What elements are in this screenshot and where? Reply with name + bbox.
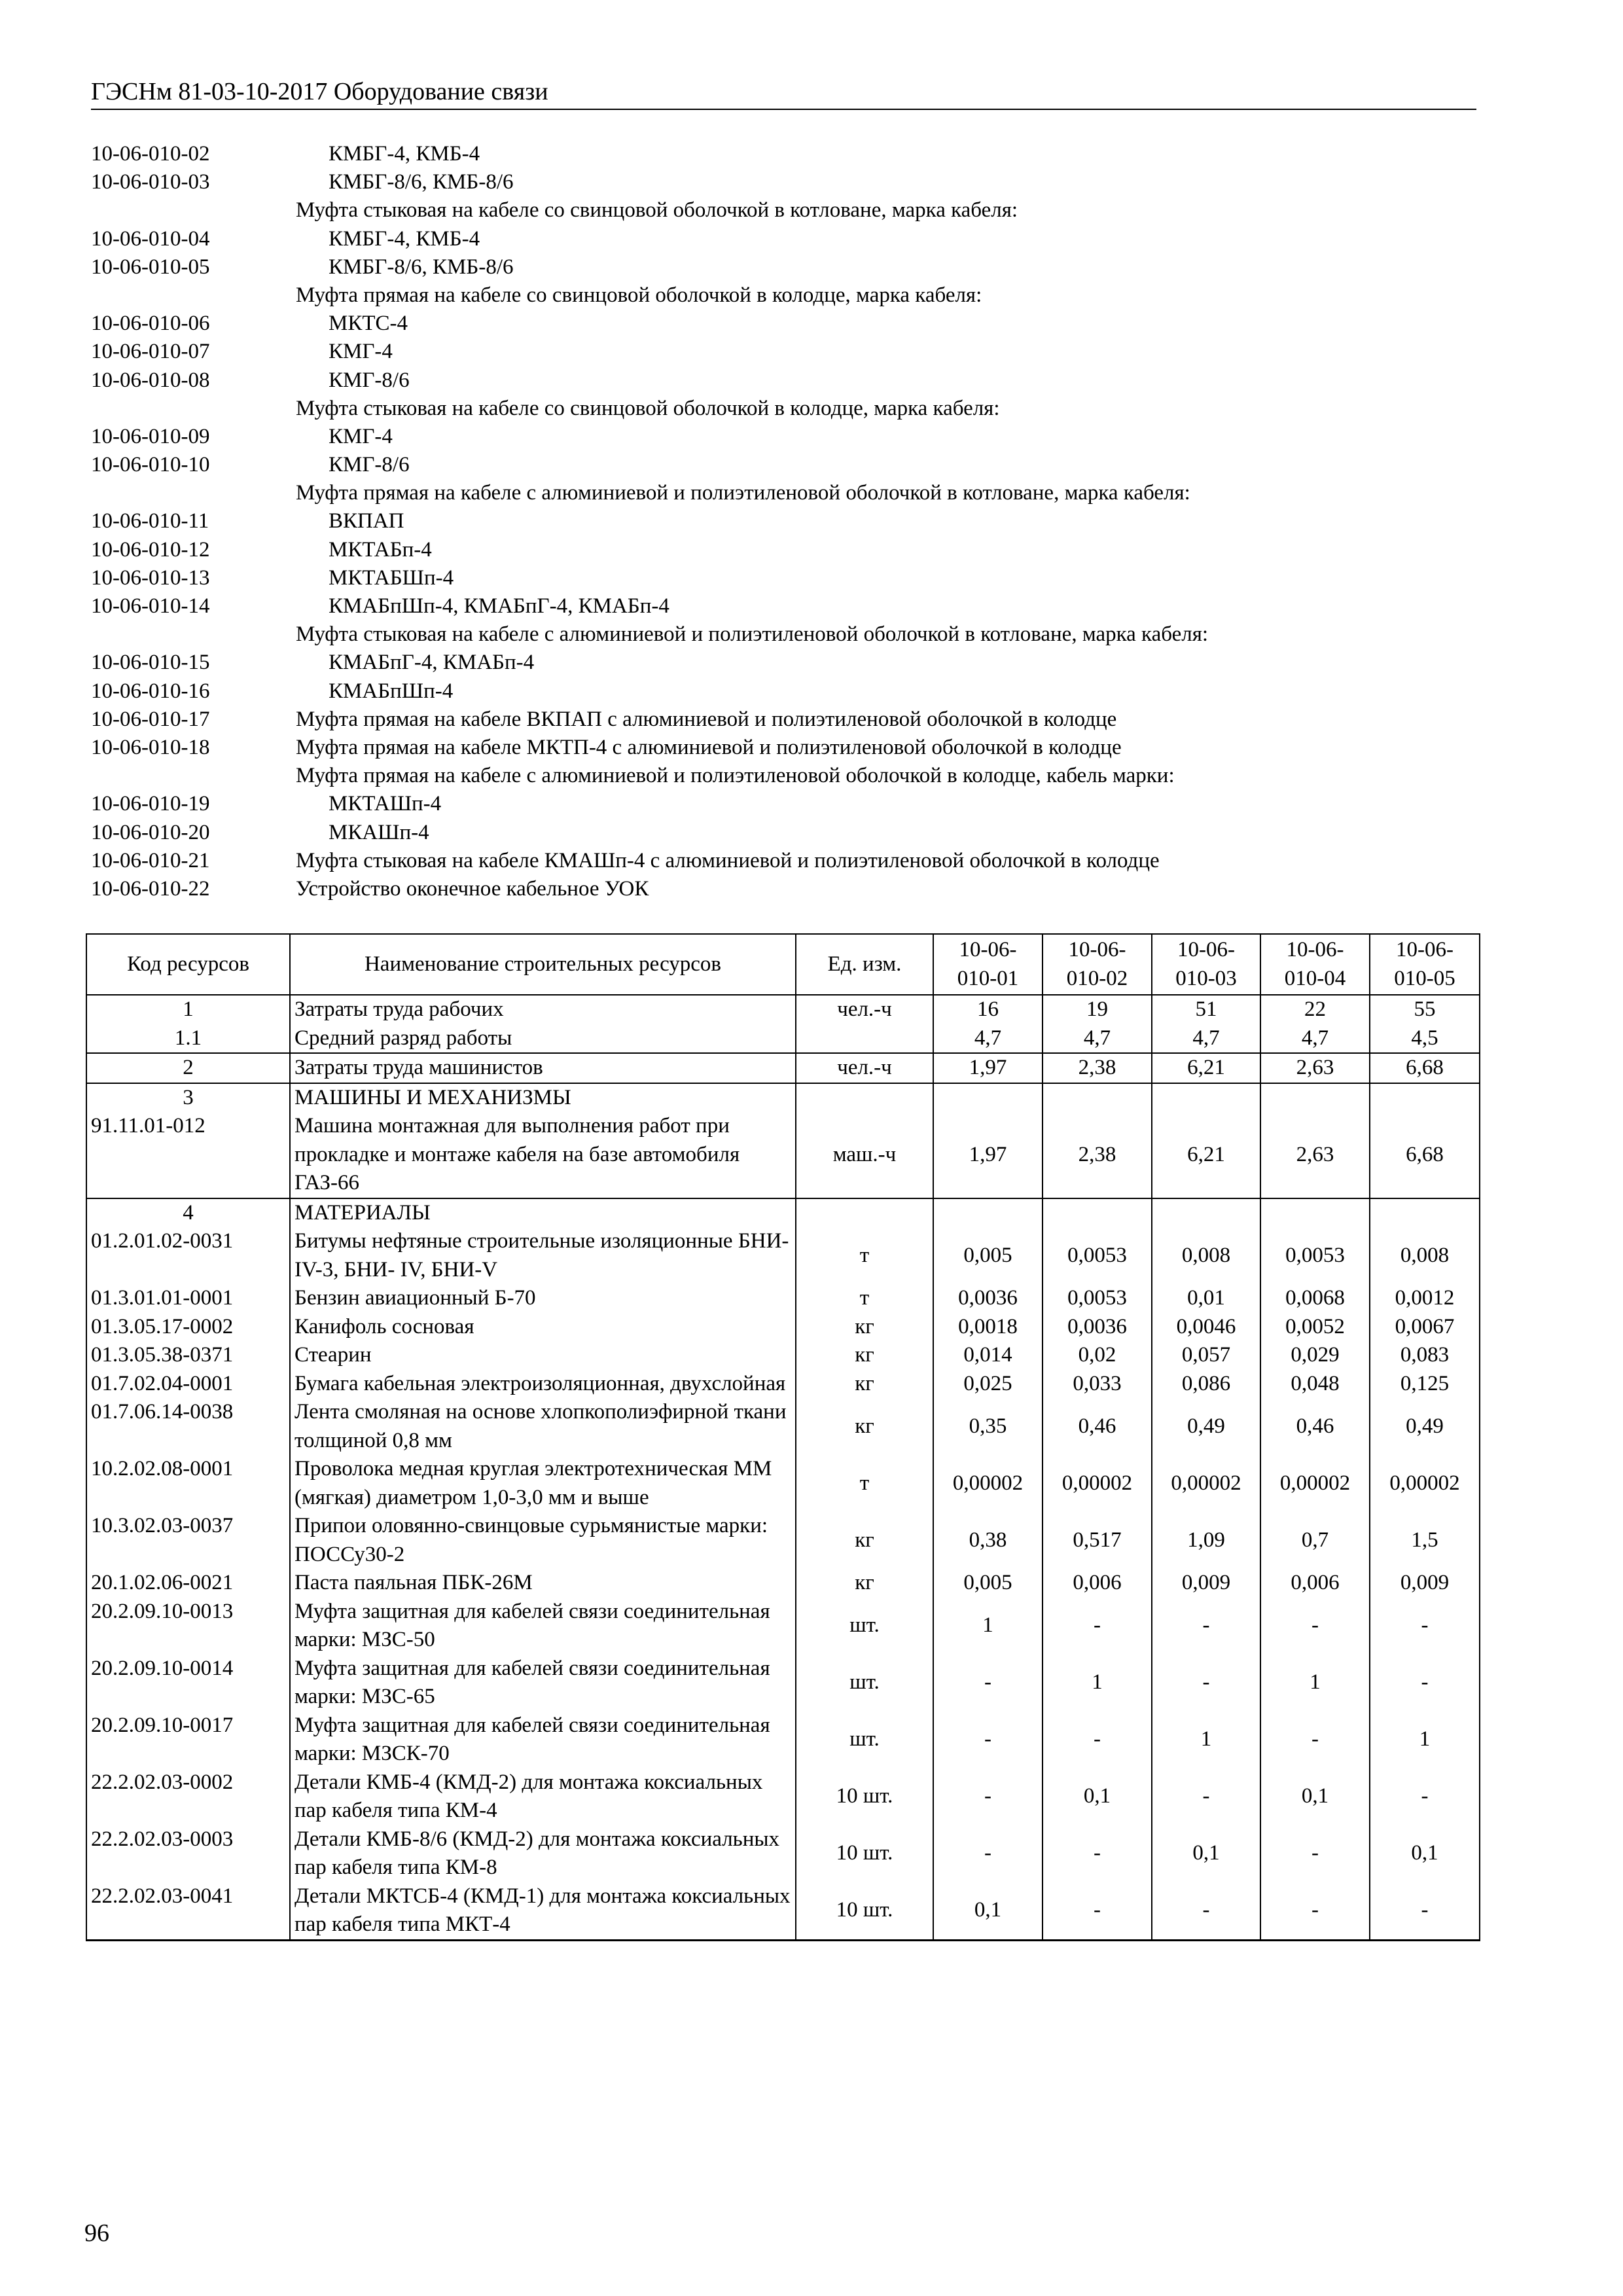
header-code: Код ресурсов (86, 934, 290, 995)
list-item-code: 10-06-010-06 (91, 312, 210, 336)
list-item (91, 479, 1498, 507)
list-item (91, 225, 1498, 253)
table-row (86, 1455, 1480, 1512)
page-header (91, 77, 1476, 110)
list-item-text: КМГ-8/6 (329, 368, 410, 392)
list-item (91, 168, 1498, 196)
cell-value (933, 1083, 1043, 1113)
header-col-5: 10-06- 010-05 (1370, 934, 1480, 995)
list-item-code: 10-06-010-12 (91, 537, 210, 562)
cell-value: - (1370, 1768, 1480, 1825)
cell-value: 0,49 (1152, 1398, 1260, 1455)
cell-code: 22.2.02.03-0003 (86, 1825, 290, 1882)
cell-value: 0,1 (1370, 1825, 1480, 1882)
cell-value: 0,0053 (1260, 1227, 1370, 1284)
list-item (91, 620, 1498, 649)
cell-value: - (1260, 1598, 1370, 1655)
cell-code: 1 (86, 995, 290, 1024)
cell-unit: кг (796, 1512, 933, 1569)
list-item-text: Муфта прямая на кабеле с алюминиевой и полиэтиленовой оболочкой в котловане, марка кабеля: (296, 481, 1190, 505)
cell-unit: кг (796, 1341, 933, 1370)
list-item (91, 196, 1498, 224)
cell-code: 3 (86, 1083, 290, 1113)
list-item (91, 395, 1498, 423)
cell-value (1370, 1198, 1480, 1228)
list-item (91, 706, 1498, 734)
cell-name: Битумы нефтяные строительные изоляционные БНИ-IV-3, БНИ- IV, БНИ-V (290, 1227, 796, 1284)
cell-value: 6,21 (1152, 1053, 1260, 1083)
cell-unit: чел.-ч (796, 995, 933, 1024)
cell-value: 22 (1260, 995, 1370, 1024)
cell-value: 2,63 (1260, 1053, 1370, 1083)
list-item (91, 677, 1498, 706)
list-item-code: 10-06-010-20 (91, 820, 210, 844)
cell-unit (796, 1083, 933, 1113)
cell-value: 0,005 (933, 1227, 1043, 1284)
cell-name: Муфта защитная для кабелей связи соединительная марки: МЗС-65 (290, 1655, 796, 1712)
document-title: ГЭСНм 81-03-10-2017 Оборудование связи (91, 78, 548, 105)
list-item-code: 10-06-010-15 (91, 651, 210, 675)
table-row (86, 1512, 1480, 1569)
cell-name: Затраты труда машинистов (290, 1053, 796, 1083)
list-item-text: ВКПАП (329, 509, 404, 533)
list-item-code: 10-06-010-11 (91, 509, 209, 533)
cell-value: - (1370, 1655, 1480, 1712)
cell-name: Машина монтажная для выполнения работ при прокладке и монтаже кабеля на базе автомобиля ГАЗ-66 (290, 1112, 796, 1198)
list-item (91, 310, 1498, 338)
header-col-1: 10-06- 010-01 (933, 934, 1043, 995)
cell-code: 10.3.02.03-0037 (86, 1512, 290, 1569)
cell-code: 22.2.02.03-0002 (86, 1768, 290, 1825)
cell-unit: кг (796, 1313, 933, 1342)
list-item (91, 507, 1498, 535)
cell-value: 0,38 (933, 1512, 1043, 1569)
cell-unit (796, 1024, 933, 1054)
list-item-code: 10-06-010-14 (91, 594, 210, 618)
cell-value: 0,005 (933, 1569, 1043, 1598)
cell-value: - (1370, 1882, 1480, 1941)
list-item (91, 790, 1498, 818)
header-name: Наименование строительных ресурсов (290, 934, 796, 995)
cell-value: 0,0053 (1043, 1284, 1152, 1313)
cell-value: 0,009 (1152, 1569, 1260, 1598)
list-item-text: КМБГ-8/6, КМБ-8/6 (329, 255, 514, 279)
table-row (86, 1313, 1480, 1342)
cell-value: - (1043, 1882, 1152, 1941)
cell-value: - (1260, 1712, 1370, 1768)
cell-code: 01.3.05.17-0002 (86, 1313, 290, 1342)
cell-value (1043, 1198, 1152, 1228)
cell-code: 22.2.02.03-0041 (86, 1882, 290, 1941)
cell-value: 0,35 (933, 1398, 1043, 1455)
cell-value: 1,5 (1370, 1512, 1480, 1569)
cell-value: - (1043, 1712, 1152, 1768)
cell-value: 0,009 (1370, 1569, 1480, 1598)
cell-value: 0,0012 (1370, 1284, 1480, 1313)
list-item-code: 10-06-010-13 (91, 565, 210, 590)
list-item-text: КМБГ-4, КМБ-4 (329, 142, 480, 166)
cell-name: Паста паяльная ПБК-26М (290, 1569, 796, 1598)
cell-value: - (1260, 1825, 1370, 1882)
resources-table (86, 933, 1480, 1941)
cell-value: 1,97 (933, 1112, 1043, 1198)
cell-code: 2 (86, 1053, 290, 1083)
list-item-code: 10-06-010-10 (91, 453, 210, 477)
list-item-text: КМГ-4 (329, 340, 393, 364)
list-item-code: 10-06-010-08 (91, 368, 210, 392)
cell-value: - (1152, 1882, 1260, 1941)
cell-value: 0,0046 (1152, 1313, 1260, 1342)
cell-code: 1.1 (86, 1024, 290, 1054)
cell-value: 1 (1260, 1655, 1370, 1712)
cell-value: 2,38 (1043, 1053, 1152, 1083)
list-item-text: Муфта прямая на кабеле МКТП-4 с алюминиевой и полиэтиленовой оболочкой в колодце (296, 735, 1122, 759)
cell-name: Стеарин (290, 1341, 796, 1370)
list-item (91, 451, 1498, 479)
table-body (86, 995, 1480, 1940)
cell-unit: кг (796, 1370, 933, 1399)
cell-unit: 10 шт. (796, 1825, 933, 1882)
cell-value: 0,00002 (1260, 1455, 1370, 1512)
list-item-text: КМБГ-4, КМБ-4 (329, 226, 480, 251)
cell-value: 0,02 (1043, 1341, 1152, 1370)
table-row (86, 1370, 1480, 1399)
list-item-text: КМБГ-8/6, КМБ-8/6 (329, 170, 514, 194)
list-item-text: МКТАБп-4 (329, 537, 432, 562)
cell-value (1260, 1198, 1370, 1228)
list-item (91, 564, 1498, 592)
table-row (86, 995, 1480, 1024)
cell-code: 01.3.01.01-0001 (86, 1284, 290, 1313)
cell-unit: кг (796, 1398, 933, 1455)
cell-name: Муфта защитная для кабелей связи соединительная марки: МЗСК-70 (290, 1712, 796, 1768)
cell-name: Припои оловянно-свинцовые сурьмянистые марки: ПОССу30-2 (290, 1512, 796, 1569)
table-header-row (86, 934, 1480, 995)
cell-value: 0,00002 (1043, 1455, 1152, 1512)
cell-value (1043, 1083, 1152, 1113)
list-item-code: 10-06-010-03 (91, 170, 210, 194)
cell-value: 55 (1370, 995, 1480, 1024)
cell-code: 01.7.06.14-0038 (86, 1398, 290, 1455)
cell-value: 1,09 (1152, 1512, 1260, 1569)
cell-value: 51 (1152, 995, 1260, 1024)
header-col-3: 10-06- 010-03 (1152, 934, 1260, 995)
list-item-code: 10-06-010-21 (91, 848, 210, 872)
cell-unit: шт. (796, 1712, 933, 1768)
table-row (86, 1825, 1480, 1882)
cell-value: 0,008 (1370, 1227, 1480, 1284)
list-item-text: Муфта стыковая на кабеле со свинцовой оболочкой в котловане, марка кабеля: (296, 198, 1018, 223)
cell-unit: маш.-ч (796, 1112, 933, 1198)
cell-value: 4,7 (933, 1024, 1043, 1054)
cell-code: 91.11.01-012 (86, 1112, 290, 1198)
cell-value: 0,025 (933, 1370, 1043, 1399)
list-item-text: КМАБпГ-4, КМАБп-4 (329, 651, 535, 675)
cell-name: МАТЕРИАЛЫ (290, 1198, 796, 1228)
cell-value: 6,21 (1152, 1112, 1260, 1198)
list-item-code: 10-06-010-17 (91, 707, 210, 731)
cell-unit (796, 1198, 933, 1228)
list-item (91, 253, 1498, 281)
cell-name: Муфта защитная для кабелей связи соединительная марки: МЗС-50 (290, 1598, 796, 1655)
cell-value: 0,033 (1043, 1370, 1152, 1399)
cell-value: 2,38 (1043, 1112, 1152, 1198)
cell-value: 0,086 (1152, 1370, 1260, 1399)
cell-value: 0,0068 (1260, 1284, 1370, 1313)
cell-value: 1 (1043, 1655, 1152, 1712)
cell-value: - (1043, 1598, 1152, 1655)
cell-value: 4,5 (1370, 1024, 1480, 1054)
list-item (91, 423, 1498, 451)
cell-code: 01.3.05.38-0371 (86, 1341, 290, 1370)
list-item-text: Муфта прямая на кабеле с алюминиевой и полиэтиленовой оболочкой в колодце, кабель марки: (296, 764, 1175, 788)
cell-code: 20.1.02.06-0021 (86, 1569, 290, 1598)
table-row (86, 1083, 1480, 1113)
list-item (91, 762, 1498, 790)
cell-value: 6,68 (1370, 1053, 1480, 1083)
cell-value: 0,1 (933, 1882, 1043, 1941)
list-item (91, 536, 1498, 564)
cell-name: МАШИНЫ И МЕХАНИЗМЫ (290, 1083, 796, 1113)
list-item (91, 819, 1498, 847)
table-row (86, 1598, 1480, 1655)
list-item (91, 592, 1498, 620)
cell-value: 0,1 (1043, 1768, 1152, 1825)
list-item-code: 10-06-010-19 (91, 792, 210, 816)
cell-value: 0,0052 (1260, 1313, 1370, 1342)
cell-value: - (933, 1825, 1043, 1882)
cell-value: 0,7 (1260, 1512, 1370, 1569)
cell-value: 0,029 (1260, 1341, 1370, 1370)
cell-code: 4 (86, 1198, 290, 1228)
cell-value (1370, 1083, 1480, 1113)
cell-name: Проволока медная круглая электротехническая ММ (мягкая) диаметром 1,0-3,0 мм и выше (290, 1455, 796, 1512)
list-item-code: 10-06-010-09 (91, 424, 210, 448)
list-item-text: Муфта прямая на кабеле ВКПАП с алюминиевой и полиэтиленовой оболочкой в колодце (296, 707, 1117, 731)
cell-value (1152, 1083, 1260, 1113)
list-item-text: Муфта стыковая на кабеле со свинцовой оболочкой в колодце, марка кабеля: (296, 396, 1000, 420)
cell-unit: т (796, 1227, 933, 1284)
list-item (91, 281, 1498, 310)
cell-value: 0,014 (933, 1341, 1043, 1370)
list-item-text: КМГ-4 (329, 424, 393, 448)
cell-name: Бензин авиационный Б-70 (290, 1284, 796, 1313)
cell-name: Канифоль сосновая (290, 1313, 796, 1342)
cell-value: 0,0036 (933, 1284, 1043, 1313)
table-row (86, 1024, 1480, 1054)
cell-value: 16 (933, 995, 1043, 1024)
header-col-4: 10-06- 010-04 (1260, 934, 1370, 995)
table-row (86, 1341, 1480, 1370)
cell-value: 1 (1152, 1712, 1260, 1768)
cell-unit: т (796, 1455, 933, 1512)
list-item-code: 10-06-010-22 (91, 876, 210, 901)
cell-unit: 10 шт. (796, 1882, 933, 1941)
cell-value: 0,46 (1260, 1398, 1370, 1455)
table-row (86, 1227, 1480, 1284)
cell-value: 0,0053 (1043, 1227, 1152, 1284)
cell-value (933, 1198, 1043, 1228)
list-item-text: МКАШп-4 (329, 820, 429, 844)
cell-value: 4,7 (1152, 1024, 1260, 1054)
table-row (86, 1712, 1480, 1768)
list-item (91, 367, 1498, 395)
table-row (86, 1768, 1480, 1825)
cell-value: 0,1 (1152, 1825, 1260, 1882)
list-item-text: Устройство оконечное кабельное УОК (296, 876, 649, 901)
cell-value: - (1152, 1598, 1260, 1655)
list-item-code: 10-06-010-07 (91, 340, 210, 364)
list-item-code: 10-06-010-02 (91, 142, 210, 166)
cell-value: 2,63 (1260, 1112, 1370, 1198)
cell-unit: 10 шт. (796, 1768, 933, 1825)
cell-value: 0,01 (1152, 1284, 1260, 1313)
list-item-text: КМГ-8/6 (329, 453, 410, 477)
cell-code: 20.2.09.10-0017 (86, 1712, 290, 1768)
list-item (91, 338, 1498, 366)
cell-value: 0,49 (1370, 1398, 1480, 1455)
cell-value: 0,00002 (1152, 1455, 1260, 1512)
cell-unit: т (796, 1284, 933, 1313)
cell-name: Детали КМБ-4 (КМД-2) для монтажа коксиальных пар кабеля типа КМ-4 (290, 1768, 796, 1825)
cell-value: 0,048 (1260, 1370, 1370, 1399)
cell-value: 0,0018 (933, 1313, 1043, 1342)
list-item-text: МКТАШп-4 (329, 792, 442, 816)
cell-name: Детали МКТСБ-4 (КМД-1) для монтажа коксиальных пар кабеля типа МКТ-4 (290, 1882, 796, 1941)
header-unit: Ед. изм. (796, 934, 933, 995)
cell-name: Средний разряд работы (290, 1024, 796, 1054)
cell-value: 0,1 (1260, 1768, 1370, 1825)
list-item-code: 10-06-010-05 (91, 255, 210, 279)
cell-code: 20.2.09.10-0014 (86, 1655, 290, 1712)
cell-value: 6,68 (1370, 1112, 1480, 1198)
cell-value: 0,00002 (933, 1455, 1043, 1512)
cell-value: 0,006 (1043, 1569, 1152, 1598)
cell-name: Детали КМБ-8/6 (КМД-2) для монтажа коксиальных пар кабеля типа КМ-8 (290, 1825, 796, 1882)
list-item (91, 847, 1498, 875)
cell-code: 01.7.02.04-0001 (86, 1370, 290, 1399)
cell-value: 19 (1043, 995, 1152, 1024)
cell-value: 0,46 (1043, 1398, 1152, 1455)
cell-name: Бумага кабельная электроизоляционная, двухслойная (290, 1370, 796, 1399)
list-item-text: КМАБпШп-4, КМАБпГ-4, КМАБп-4 (329, 594, 669, 618)
list-item (91, 140, 1498, 168)
list-item-code: 10-06-010-18 (91, 735, 210, 759)
table-row (86, 1053, 1480, 1083)
list-item-text: Муфта стыковая на кабеле с алюминиевой и полиэтиленовой оболочкой в котловане, марка кабеля: (296, 622, 1209, 647)
cell-name: Затраты труда рабочих (290, 995, 796, 1024)
cell-value: 4,7 (1260, 1024, 1370, 1054)
header-col-2: 10-06- 010-02 (1043, 934, 1152, 995)
cell-value: 0,0067 (1370, 1313, 1480, 1342)
cell-value: 0,057 (1152, 1341, 1260, 1370)
cell-unit: шт. (796, 1655, 933, 1712)
cell-value: - (1152, 1655, 1260, 1712)
table-row (86, 1655, 1480, 1712)
cell-value: 0,008 (1152, 1227, 1260, 1284)
list-item-code: 10-06-010-16 (91, 679, 210, 703)
page-number: 96 (84, 2219, 109, 2247)
cell-unit: кг (796, 1569, 933, 1598)
cell-value: - (933, 1712, 1043, 1768)
cell-value: 0,517 (1043, 1512, 1152, 1569)
cell-value: 0,083 (1370, 1341, 1480, 1370)
cell-value: - (933, 1655, 1043, 1712)
cell-unit: шт. (796, 1598, 933, 1655)
table-row (86, 1198, 1480, 1228)
list-item-text: КМАБпШп-4 (329, 679, 454, 703)
list-item-code: 10-06-010-04 (91, 226, 210, 251)
list-item (91, 649, 1498, 677)
cell-code: 20.2.09.10-0013 (86, 1598, 290, 1655)
table-row (86, 1112, 1480, 1198)
list-item-text: МКТАБШп-4 (329, 565, 454, 590)
cell-value: 0,006 (1260, 1569, 1370, 1598)
cell-value: 4,7 (1043, 1024, 1152, 1054)
list-item (91, 875, 1498, 903)
cell-code: 01.2.01.02-0031 (86, 1227, 290, 1284)
cell-code: 10.2.02.08-0001 (86, 1455, 290, 1512)
list-item-text: МКТС-4 (329, 312, 408, 336)
table-row (86, 1882, 1480, 1941)
cell-value: - (933, 1768, 1043, 1825)
cell-value: 0,0036 (1043, 1313, 1152, 1342)
cell-name: Лента смоляная на основе хлопкополиэфирной ткани толщиной 0,8 мм (290, 1398, 796, 1455)
table-row (86, 1569, 1480, 1598)
list-item-text: Муфта прямая на кабеле со свинцовой оболочкой в колодце, марка кабеля: (296, 283, 982, 307)
list-item (91, 734, 1498, 762)
cell-value: 0,00002 (1370, 1455, 1480, 1512)
cell-value: 1,97 (933, 1053, 1043, 1083)
cell-value (1152, 1198, 1260, 1228)
table-row (86, 1398, 1480, 1455)
cell-value: - (1152, 1768, 1260, 1825)
cell-unit: чел.-ч (796, 1053, 933, 1083)
list-item-text: Муфта стыковая на кабеле КМАШп-4 с алюминиевой и полиэтиленовой оболочкой в колодце (296, 848, 1160, 872)
cell-value (1260, 1083, 1370, 1113)
cell-value: - (1260, 1882, 1370, 1941)
cell-value: 0,125 (1370, 1370, 1480, 1399)
table-row (86, 1284, 1480, 1313)
cell-value: - (1370, 1598, 1480, 1655)
cell-value: 1 (1370, 1712, 1480, 1768)
cell-value: - (1043, 1825, 1152, 1882)
cell-value: 1 (933, 1598, 1043, 1655)
work-code-list (91, 140, 1498, 903)
